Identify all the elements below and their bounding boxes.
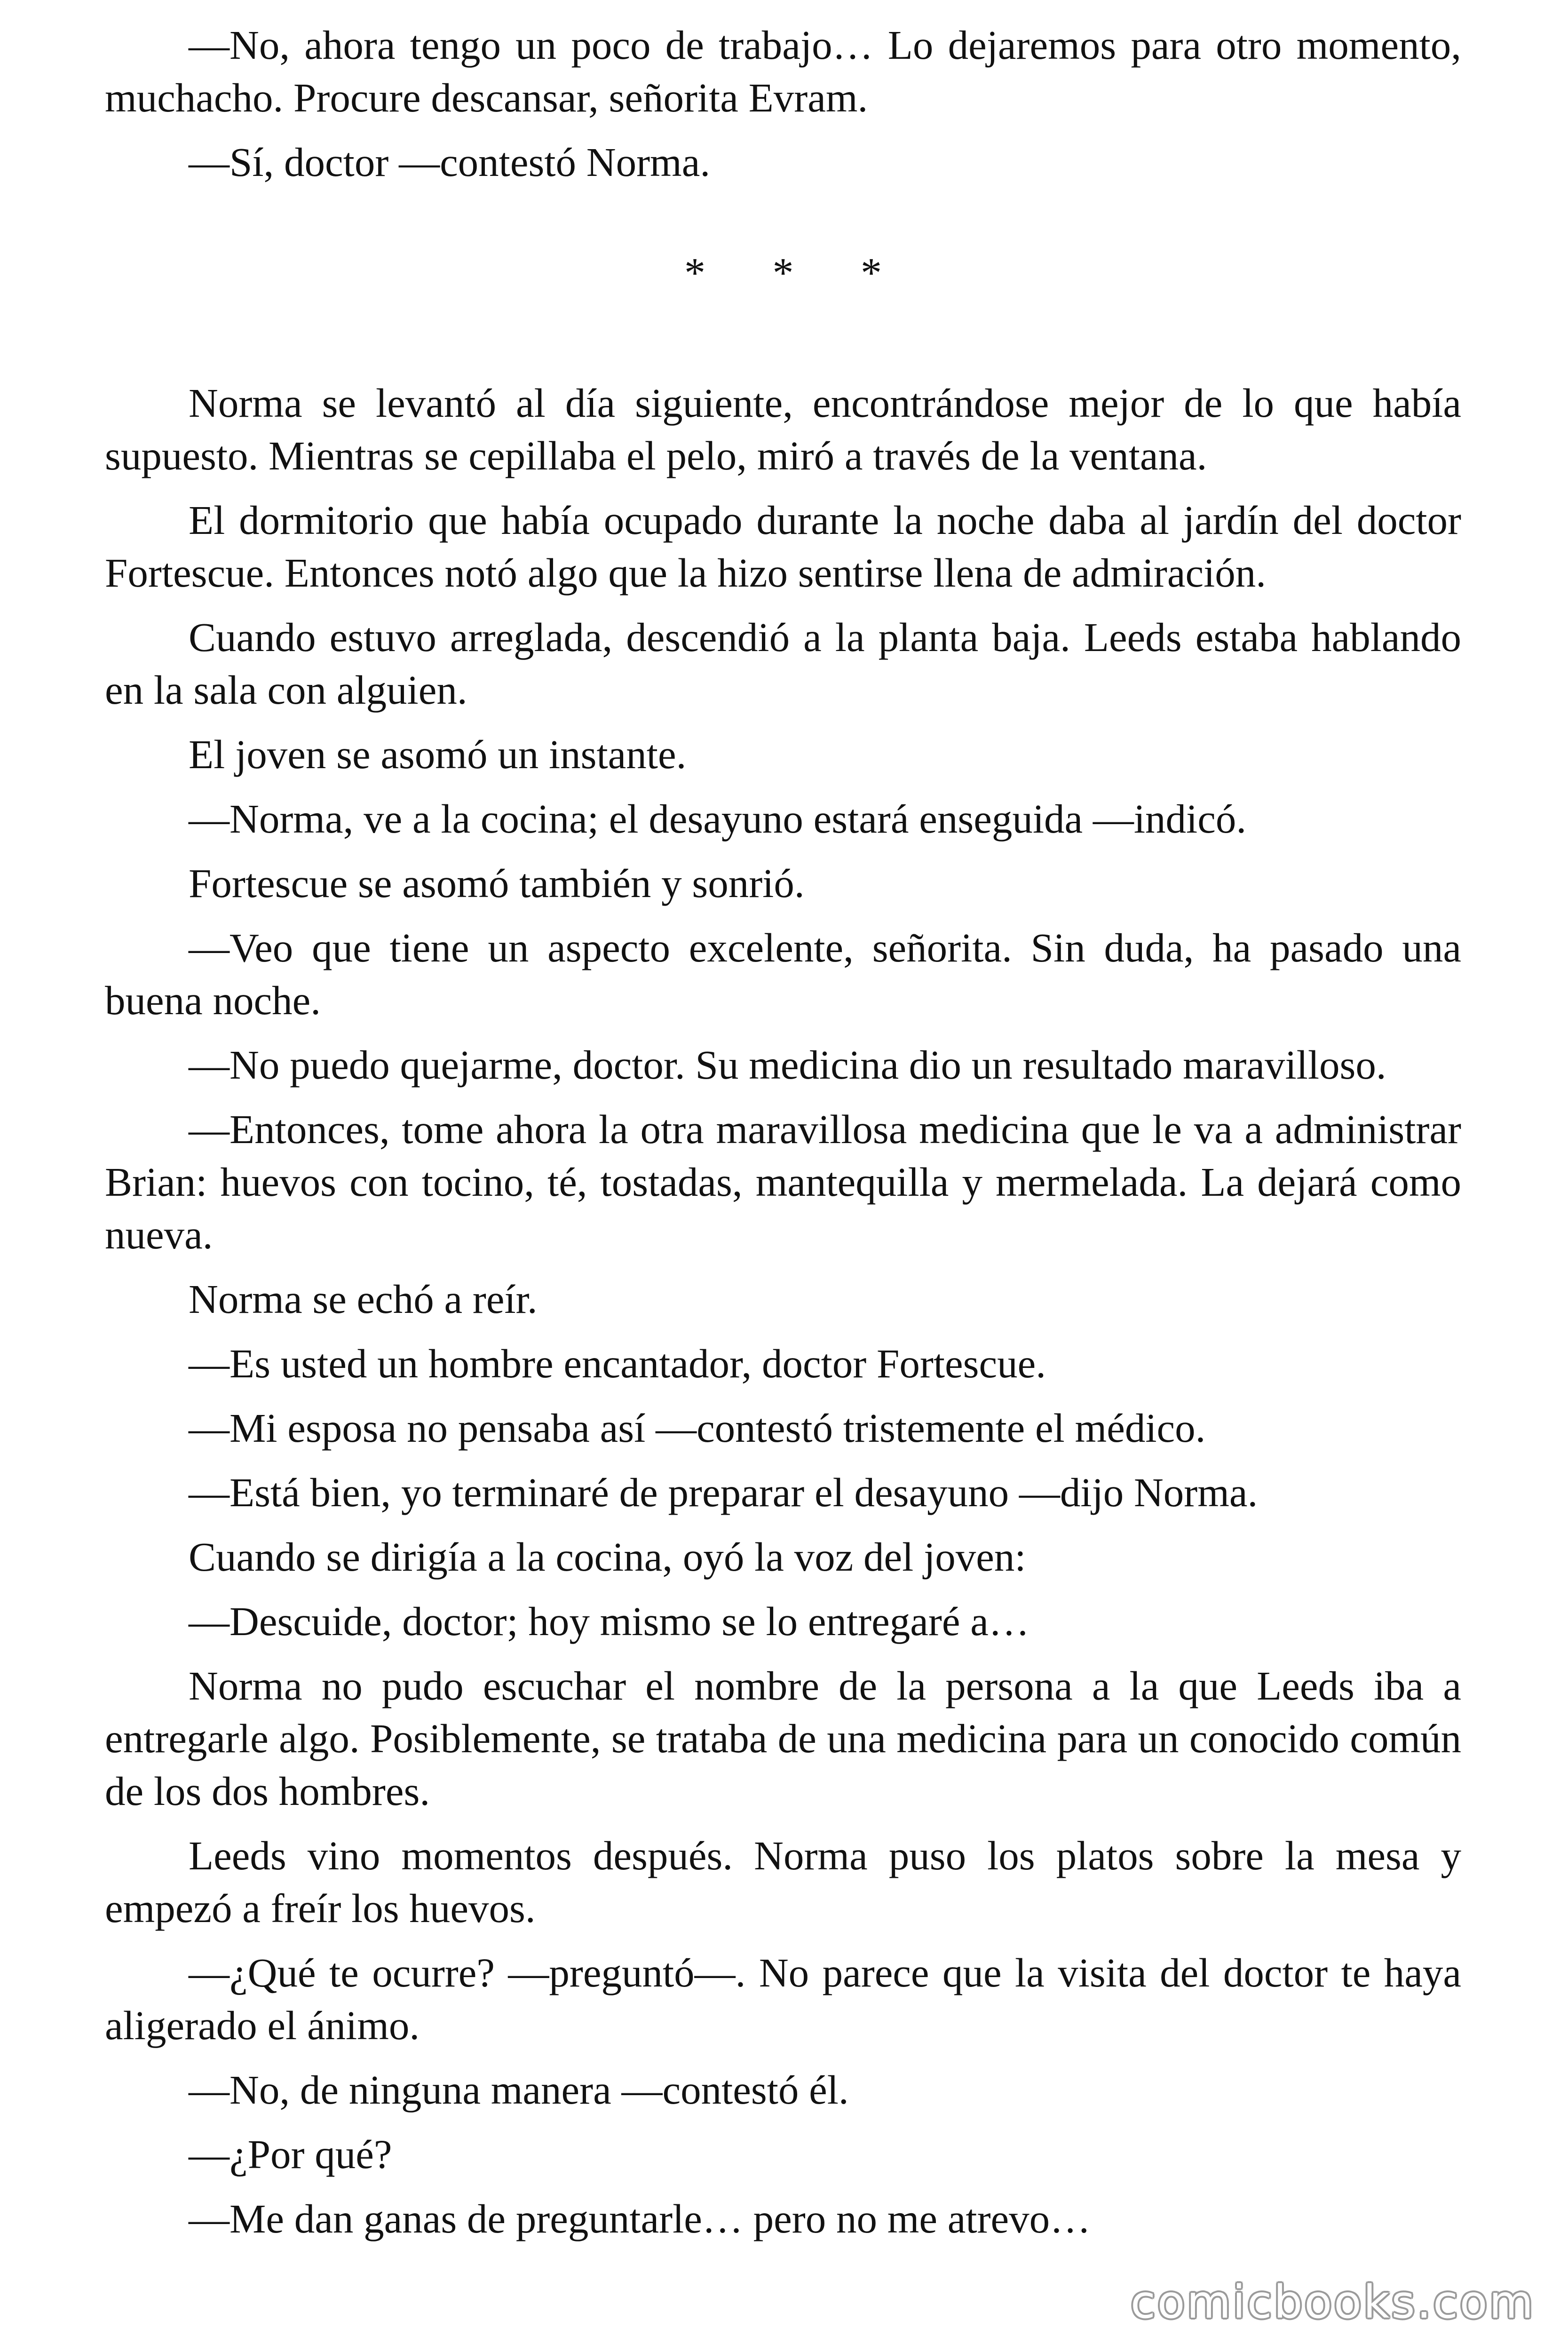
paragraph: El joven se asomó un instante. bbox=[189, 731, 687, 777]
paragraph: Norma no pudo escuchar el nombre de la persona a la que Leeds iba a entregarle algo. Posiblemente, se trataba de una medicina para un conocido común de los dos hombres. bbox=[105, 1663, 1461, 1814]
paragraph: —No, ahora tengo un poco de trabajo… Lo dejaremos para otro momento, muchacho. Procure descansar, señorita Evram. bbox=[105, 22, 1461, 120]
paragraph: Cuando estuvo arreglada, descendió a la planta baja. Leeds estaba hablando en la sala con alguien. bbox=[105, 614, 1461, 713]
section-break: * * * bbox=[684, 250, 910, 296]
paragraph: —Norma, ve a la cocina; el desayuno estará enseguida —indicó. bbox=[189, 796, 1247, 842]
paragraph: —No, de ninguna manera —contestó él. bbox=[189, 2067, 849, 2113]
paragraph: Norma se echó a reír. bbox=[189, 1276, 538, 1322]
paragraph: —Está bien, yo terminaré de preparar el desayuno —dijo Norma. bbox=[189, 1470, 1258, 1515]
paragraph: —No puedo quejarme, doctor. Su medicina dio un resultado maravilloso. bbox=[189, 1042, 1386, 1088]
paragraph: Cuando se dirigía a la cocina, oyó la voz del joven: bbox=[189, 1534, 1026, 1580]
paragraph: —Veo que tiene un aspecto excelente, señorita. Sin duda, ha pasado una buena noche. bbox=[105, 925, 1461, 1023]
paragraph: —Entonces, tome ahora la otra maravillosa medicina que le va a administrar Brian: huevos con tocino, té, tostadas, mantequilla y mermelada. La dejará como nueva. bbox=[105, 1106, 1461, 1257]
paragraph: —Descuide, doctor; hoy mismo se lo entregaré a… bbox=[189, 1598, 1029, 1644]
paragraph: —¿Qué te ocurre? —preguntó—. No parece que la visita del doctor te haya aligerado el ánimo. bbox=[105, 1950, 1461, 2048]
paragraph: Fortescue se asomó también y sonrió. bbox=[189, 860, 805, 906]
paragraph: Norma se levantó al día siguiente, encontrándose mejor de lo que había supuesto. Mientras se cepillaba el pelo, miró a través de la ventana. bbox=[105, 380, 1461, 478]
paragraph: El dormitorio que había ocupado durante la noche daba al jardín del doctor Fortescue. Entonces notó algo que la hizo sentirse llena de admiración. bbox=[105, 497, 1461, 596]
paragraph: —¿Por qué? bbox=[189, 2131, 392, 2177]
paragraph: Leeds vino momentos después. Norma puso los platos sobre la mesa y empezó a freír los huevos. bbox=[105, 1833, 1461, 1931]
paragraph: —Me dan ganas de preguntarle… pero no me atrevo… bbox=[189, 2196, 1091, 2241]
watermark-logo: comicbooks.com bbox=[1130, 2276, 1535, 2328]
paragraph: —Es usted un hombre encantador, doctor Fortescue. bbox=[189, 1341, 1046, 1386]
paragraph: —Sí, doctor —contestó Norma. bbox=[189, 139, 711, 185]
book-page bbox=[105, 19, 1461, 2257]
paragraph: —Mi esposa no pensaba así —contestó tristemente el médico. bbox=[189, 1405, 1206, 1451]
